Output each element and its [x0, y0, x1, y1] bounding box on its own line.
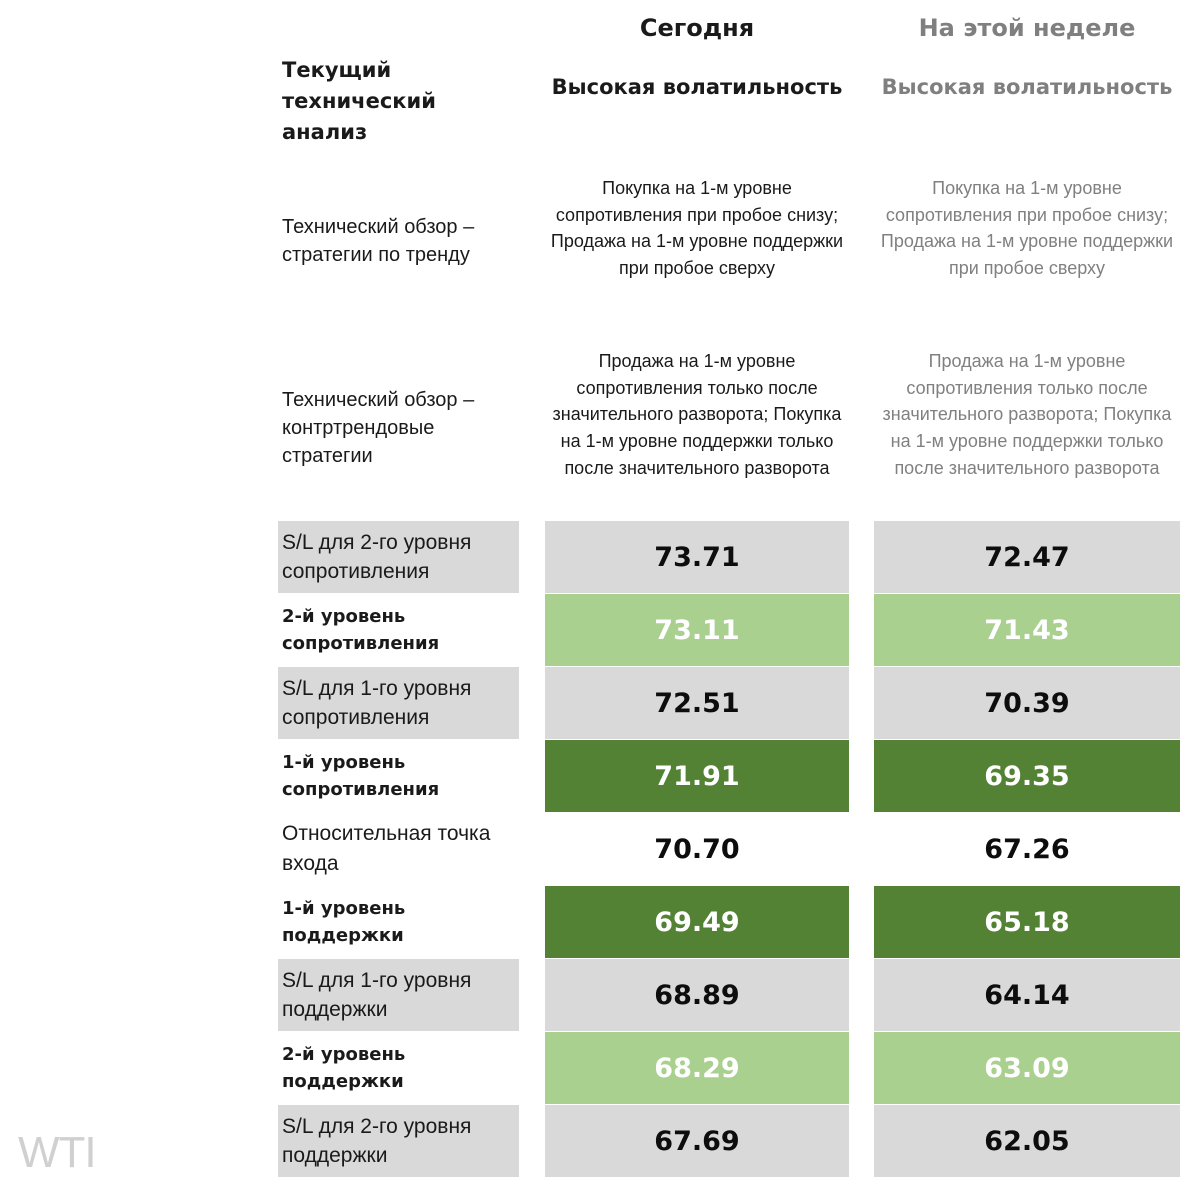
value-today-sl-resistance-1: 72.51	[545, 667, 849, 739]
level-label-sl-support-1	[278, 959, 519, 1031]
level-label-resistance-1	[278, 740, 519, 812]
value-today-entry-point: 70.70	[545, 813, 849, 885]
level-label-text: 1-й уровень сопротивления	[282, 752, 440, 800]
value-today-support-1: 69.49	[545, 886, 849, 958]
level-label-resistance-2	[278, 594, 519, 666]
level-label-sl-support-2	[278, 1105, 519, 1177]
value-week-sl-resistance-1: 70.39	[874, 667, 1180, 739]
value-week-support-2: 63.09	[874, 1032, 1180, 1104]
value-week-resistance-2: 71.43	[874, 594, 1180, 666]
level-label-support-1	[278, 886, 519, 958]
trend-strategy-today: Покупка на 1-м уровне сопротивления при пробое снизу; Продажа на 1-м уровне поддержки при пробое сверху	[550, 178, 844, 279]
level-label-sl-resistance-1	[278, 667, 519, 739]
value-week-resistance-1: 69.35	[874, 740, 1180, 812]
value-today-resistance-1: 71.91	[545, 740, 849, 812]
level-label-text: 1-й уровень поддержки	[282, 898, 406, 946]
value-today-sl-support-2: 67.69	[545, 1105, 849, 1177]
trend-strategy-week: Покупка на 1-м уровне сопротивления при пробое снизу; Продажа на 1-м уровне поддержки при пробое сверху	[880, 178, 1174, 279]
level-label-sl-resistance-2	[278, 521, 519, 593]
volatility-week: Высокая волатильность	[881, 75, 1173, 99]
volatility-today: Высокая волатильность	[551, 75, 843, 99]
value-today-support-2: 68.29	[545, 1032, 849, 1104]
value-week-entry-point: 67.26	[874, 813, 1180, 885]
value-week-sl-resistance-2: 72.47	[874, 521, 1180, 593]
counter-strategy-label: Технический обзор – контртрендовые стратегии	[282, 389, 475, 467]
instrument-watermark: WTI	[18, 1128, 96, 1177]
value-today-sl-support-1: 68.89	[545, 959, 849, 1031]
level-label-support-2	[278, 1032, 519, 1104]
value-week-support-1: 65.18	[874, 886, 1180, 958]
counter-strategy-today: Продажа на 1-м уровне сопротивления только после значительного разворота; Покупка на 1-м уровне поддержки только после значительного разворота	[552, 351, 842, 478]
level-label-text: 2-й уровень поддержки	[282, 1044, 406, 1092]
value-today-sl-resistance-2: 73.71	[545, 521, 849, 593]
column-header-week: На этой неделе	[918, 14, 1136, 42]
level-label-text: S/L для 1-го уровня поддержки	[282, 969, 472, 1021]
trend-strategy-label: Технический обзор – стратегии по тренду	[282, 216, 475, 266]
level-label-text: S/L для 1-го уровня сопротивления	[282, 677, 472, 729]
level-label-text: Относительная точка входа	[282, 822, 491, 875]
level-label-text: S/L для 2-го уровня сопротивления	[282, 531, 472, 583]
level-label-entry-point	[278, 813, 519, 885]
value-today-resistance-2: 73.11	[545, 594, 849, 666]
column-header-today: Сегодня	[639, 14, 755, 42]
value-week-sl-support-2: 62.05	[874, 1105, 1180, 1177]
level-label-text: 2-й уровень сопротивления	[282, 606, 440, 654]
section-title: Текущий технический анализ	[282, 58, 436, 144]
level-label-text: S/L для 2-го уровня поддержки	[282, 1115, 472, 1167]
value-week-sl-support-1: 64.14	[874, 959, 1180, 1031]
counter-strategy-week: Продажа на 1-м уровне сопротивления только после значительного разворота; Покупка на 1-м уровне поддержки только после значительного разворота	[882, 351, 1172, 478]
